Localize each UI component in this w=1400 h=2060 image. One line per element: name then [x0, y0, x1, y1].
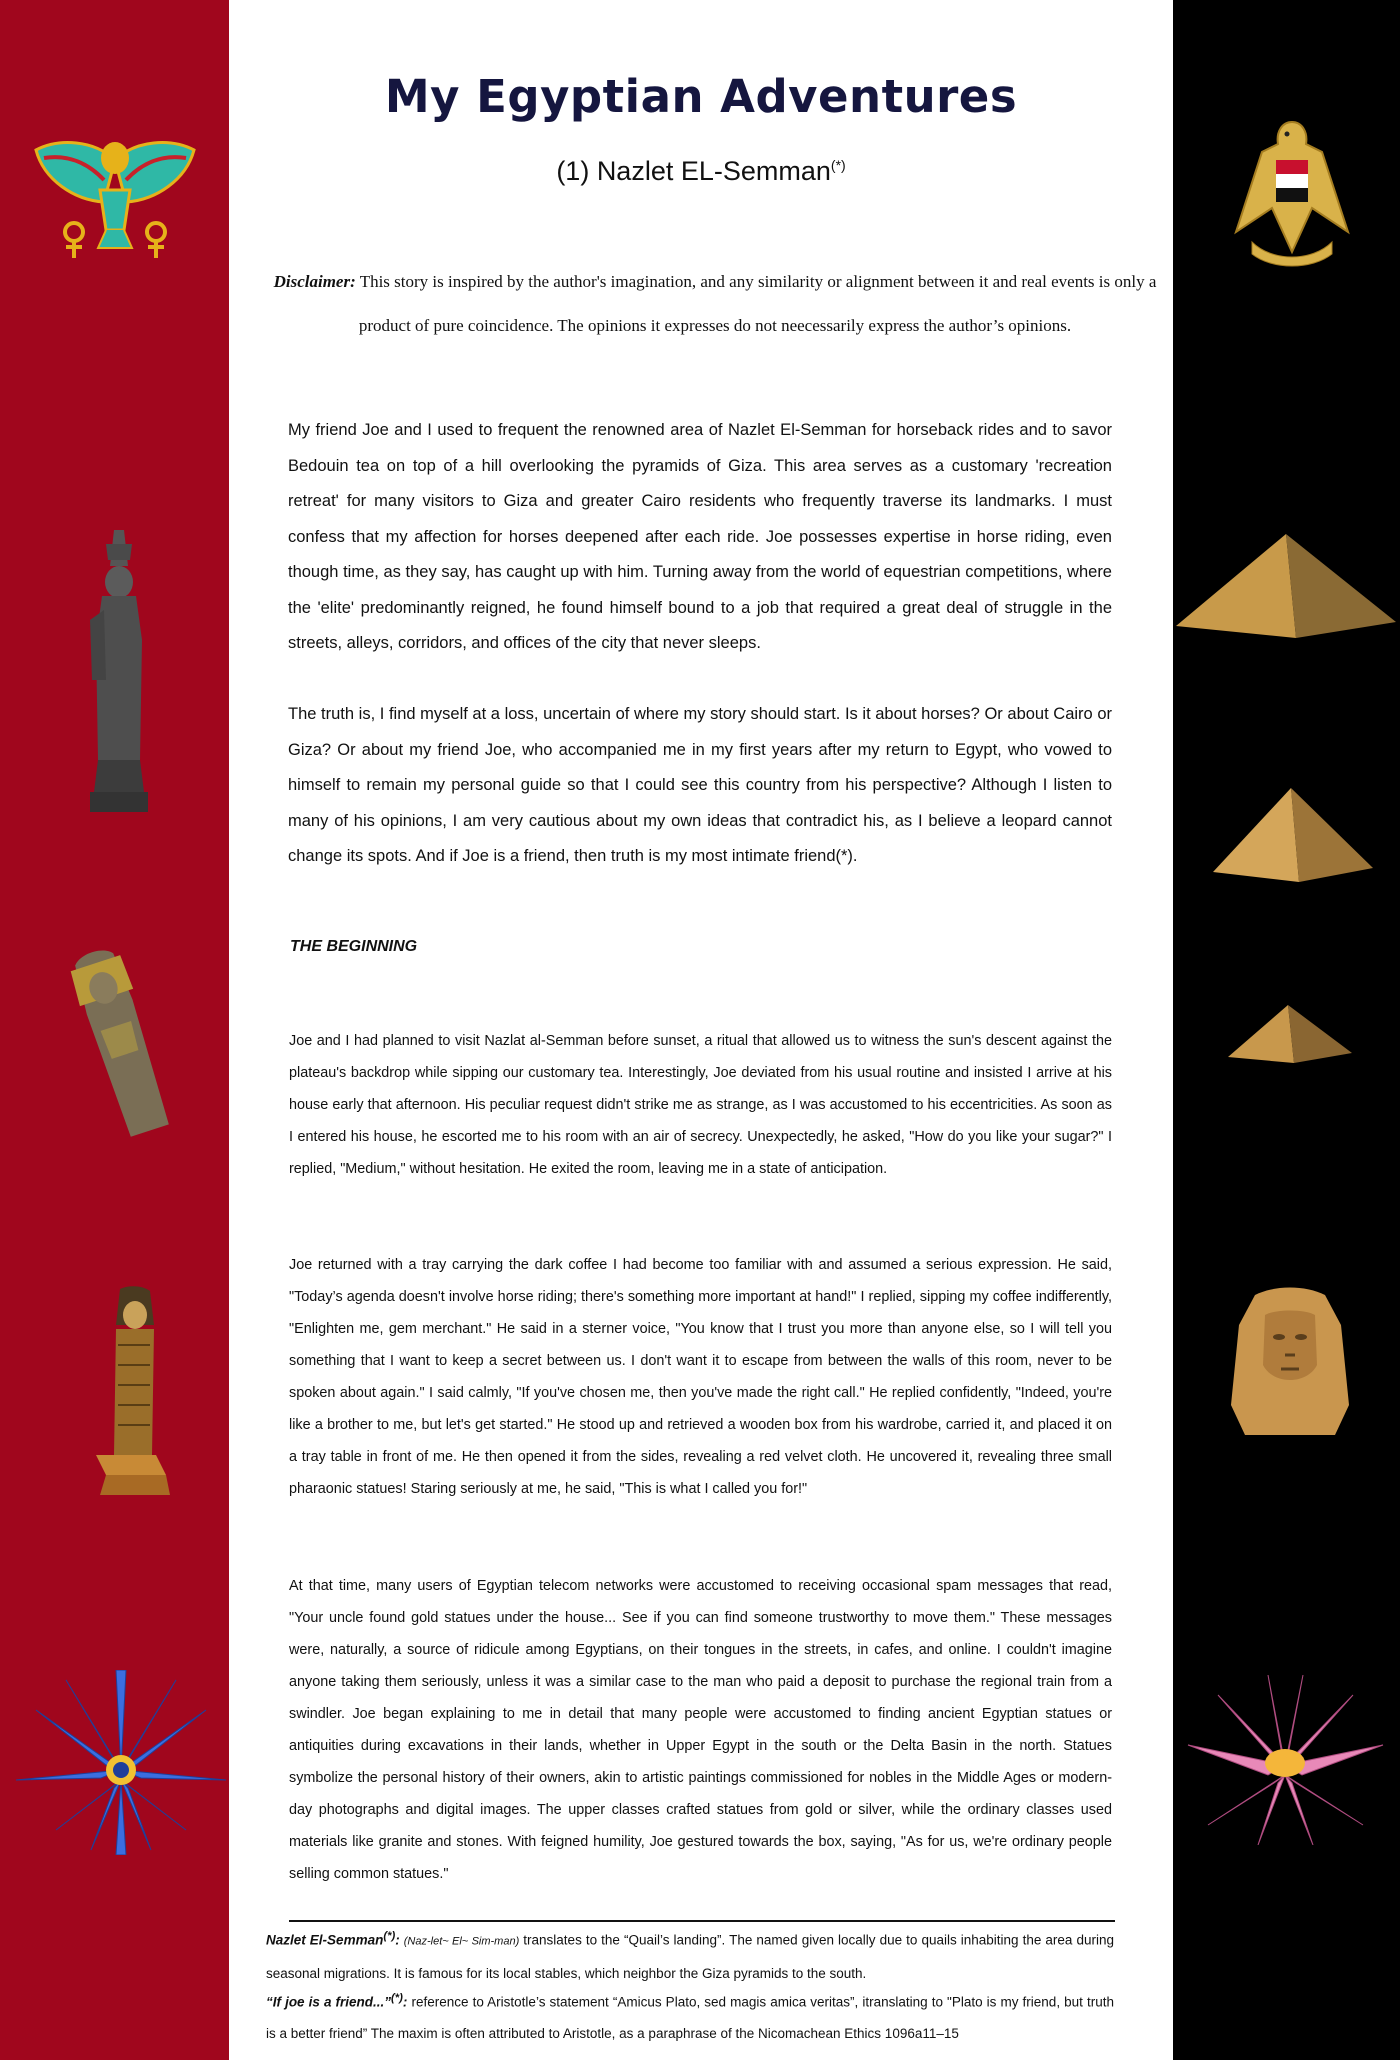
- egypt-eagle-emblem: [1232, 112, 1352, 267]
- disclaimer-label: Disclaimer:: [273, 272, 356, 291]
- subtitle-footnote-mark: (*): [830, 157, 846, 173]
- disclaimer: [252, 260, 1178, 348]
- right-decorative-band: [1173, 0, 1400, 2060]
- intro-paragraph-1: My friend Joe and I used to frequent the renowned area of Nazlet El-Semman for horseback rides and to savor Bedouin tea on top of a hill overlooking the pyramids of Giza. This area serves as a customary 'recreation retreat' for many visitors to Giza and greater Cairo residents who frequently traverse its landmarks. I must confess that my affection for horses deepened after each ride. Joe possesses expertise in horse riding, even though time, as they say, has caught up with him. Turning away from the world of equestrian competitions, where the 'elite' predominantly reigned, he found himself bound to a job that required a great deal of struggle in the streets, alleys, corridors, and offices of the city that never sleeps.: [288, 421, 1112, 652]
- story-paragraph-1: Joe and I had planned to visit Nazlat al-Semman before sunset, a ritual that allowed us to witness the sun's descent against the plateau's backdrop while sipping our customary tea. Interestingly, Joe deviated from his usual routine and insisted I arrive at his house early that afternoon. His peculiar request didn't strike me as strange, as I was accustomed to his eccentricities. As soon as I entered his house, he escorted me to his room with an air of secrecy. Unexpectedly, he asked, "How do you like your sugar?" I replied, "Medium," without hesitation. He exited the room, leaving me in a state of anticipation.: [289, 1033, 1112, 1177]
- footnote-2: [266, 1983, 1114, 2049]
- footnote-1: [266, 1921, 1114, 1989]
- footnote-2-colon: :: [402, 1994, 408, 2010]
- footnote-1-colon: :: [395, 1932, 400, 1948]
- section-heading: THE BEGINNING: [290, 938, 418, 955]
- pink-lotus: [1178, 1675, 1393, 1845]
- pyramid-small: [1228, 1003, 1352, 1065]
- page-title: My Egyptian Adventures: [384, 70, 1018, 123]
- subtitle-text: (1) Nazlet EL-Semman: [556, 156, 831, 186]
- horus-falcon-icon: [34, 120, 196, 260]
- sphinx: [1215, 1285, 1365, 1440]
- disclaimer-text: This story is inspired by the author's imagination, and any similarity or alignment between it and real events is only a product of pure coincidence. The opinions it expresses do not neecessarily express the author’s opinions.: [355, 272, 1157, 335]
- footnote-2-term: “If joe is a friend...”: [266, 1994, 392, 2010]
- story-paragraph-2: Joe returned with a tray carrying the dark coffee I had become too familiar with and assumed a serious expression. He said, "Today’s agenda doesn't involve horse riding; there's something more important at hand!" I replied, sipping my coffee indifferently, "Enlighten me, gem merchant." He said in a sterner voice, "You know that I trust you more than anyone else, so I will tell you something that I want to keep a secret between us. I don't want it to escape from between the walls of this room, never to be spoken about again." I said calmly, "If you've chosen me, then you've made the right call." He replied confidently, "Indeed, you're like a brother to me, but let's get started." He stood up and retrieved a wooden box from his wardrobe, carried it, and placed it on a tray table in front of me. He then opened it from the sides, revealing a red velvet cloth. He uncovered it, revealing three small pharaonic statues! Staring seriously at me, he said, "This is what I called you for!": [289, 1257, 1112, 1497]
- ushabti-statue: [66, 1285, 186, 1505]
- document-page: [229, 0, 1173, 2060]
- story-paragraph-3: At that time, many users of Egyptian telecom networks were accustomed to receiving occasional spam messages that read, "Your uncle found gold statues under the house... See if you can find someone trustworthy to move them." These messages were, naturally, a source of ridicule among Egyptians, on their tongues in the streets, in cafes, and online. I couldn't imagine anyone taking them seriously, unless it was a similar case to the man who paid a deposit to purchase the regional train from a swindler. Joe began explaining to me in detail that many people were accustomed to finding ancient Egyptian statues or antiquities during excavations in their lands, whether in Upper Egypt in the south or the Delta Basin in the north. Statues symbolize the personal history of their owners, akin to artistic paintings commissioned for nobles in the Middle Ages or modern-day photographs and digital images. The upper classes crafted statues from gold or silver, while the ordinary classes used materials like granite and stones. With feigned humility, Joe gestured towards the box, saying, "As for us, we're ordinary people selling common statues.": [289, 1578, 1112, 1882]
- intro-paragraph-2: The truth is, I find myself at a loss, uncertain of where my story should start. Is it about horses? Or about Cairo or Giza? Or about my friend Joe, who accompanied me in my first years after my return to Egypt, who vowed to himself to remain my personal guide so that I could see this country from his perspective? Although I listen to many of his opinions, I am very cautious about my own ideas that contradict his, as I believe a leopard cannot change its spots. And if Joe is a friend, then truth is my most intimate friend(*).: [288, 705, 1112, 865]
- osiris-statue: [84, 530, 154, 815]
- footnote-1-pronunciation: (Naz-let~ El~ Sim-man): [403, 1935, 520, 1948]
- blue-lotus: [16, 1670, 226, 1855]
- page-subtitle: [229, 156, 1173, 187]
- pyramid-medium: [1213, 786, 1373, 886]
- footnote-1-mark: (*): [383, 1930, 396, 1942]
- left-decorative-band: [0, 0, 229, 2060]
- footnote-2-mark: (*): [391, 1992, 403, 2004]
- footnote-1-term: Nazlet El-Semman: [266, 1932, 384, 1948]
- sarcophagus-statue: [62, 945, 182, 1150]
- pyramid-large: [1176, 530, 1396, 640]
- footnote-1-text: translates to the “Quail’s landing”. The named given locally due to quails inhabiting the area during seasonal migrations. It is famous for its local stables, which neighbor the Giza pyramids to the south.: [266, 1932, 1114, 1981]
- footnote-2-text: reference to Aristotle’s statement “Amicus Plato, sed magis amica veritas”, itranslating to "Plato is my friend, but truth is a better friend” The maxim is often attributed to Aristotle, as a paraphrase of the Nicomachean Ethics 1096a11–15: [266, 1994, 1114, 2041]
